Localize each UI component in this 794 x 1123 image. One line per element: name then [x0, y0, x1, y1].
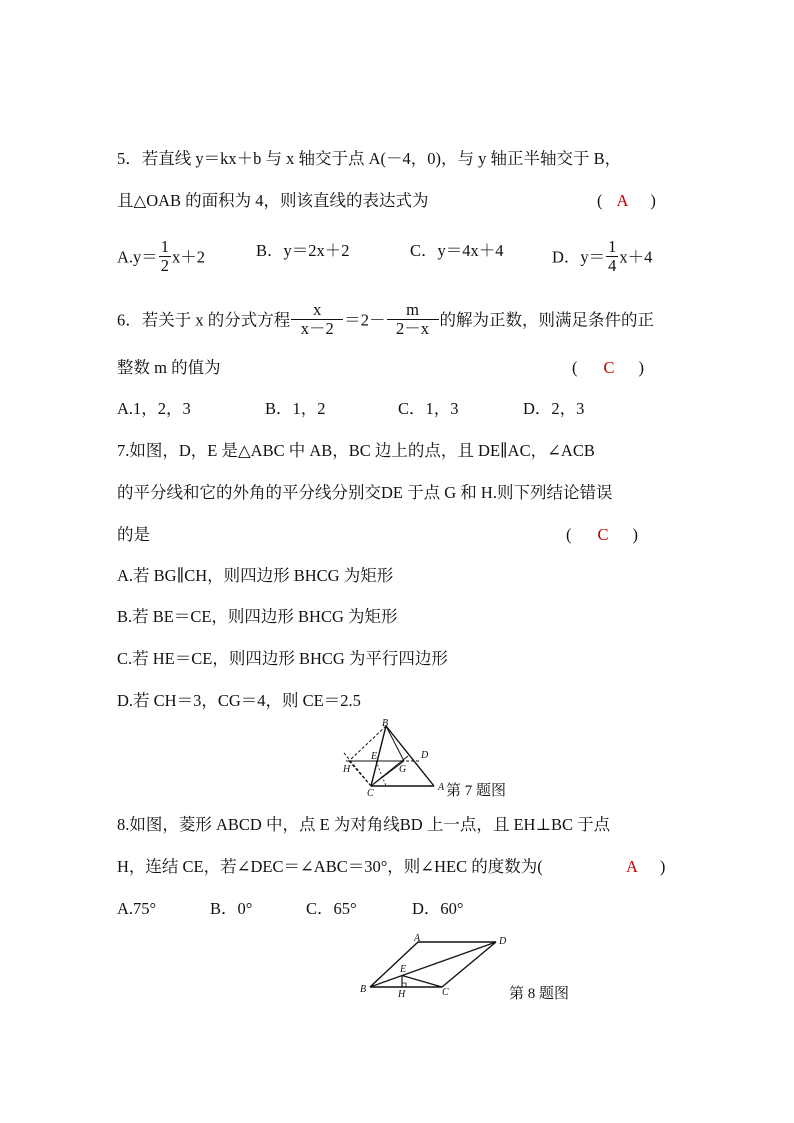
q7-option-a: A.若 BG∥CH，则四边形 BHCG 为矩形	[117, 566, 394, 585]
q8-option-d: D．60°	[412, 899, 464, 918]
q6-answer-slot: ( C )	[572, 358, 645, 377]
q6-line1: 6．若关于 x 的分式方程 $\frac{x}{x-2}$ ＝2－ $\frac{m}{2-x}$ 的解为正数，则满足条件的正	[117, 300, 654, 338]
q6-option-d: D．2，3	[523, 399, 585, 418]
q8-line1: 8.如图，菱形 ABCD 中，点 E 为对角线BD 上一点，且 EH⊥BC 于点	[117, 815, 611, 834]
q5-option-b: B．y＝2x＋2	[256, 241, 350, 260]
q5-answer-slot: ( A )	[597, 191, 656, 210]
q7-figure-caption: 第 7 题图	[446, 783, 507, 799]
q8-option-b: B．0°	[210, 899, 253, 918]
q7-label-g: G	[399, 764, 407, 775]
q8-label-b: B	[360, 984, 367, 995]
q7-option-c: C.若 HE＝CE，则四边形 BHCG 为平行四边形	[117, 649, 448, 668]
q7-label-a: A	[438, 782, 445, 793]
q8-option-c: C．65°	[306, 899, 357, 918]
q6-option-c: C．1，3	[398, 399, 459, 418]
q8-option-a: A.75°	[117, 899, 157, 918]
q8-figure	[356, 932, 516, 1002]
q7-option-b: B.若 BE＝CE，则四边形 BHCG 为矩形	[117, 607, 398, 626]
q7-line3: 的是	[117, 525, 150, 544]
q6-line2: 整数 m 的值为	[117, 358, 221, 377]
q8-label-h: H	[398, 989, 406, 1000]
q7-option-d: D.若 CH＝3，CG＝4，则 CE＝2.5	[117, 691, 361, 710]
q8-label-d: D	[499, 936, 507, 947]
q5-option-a: A.y＝ $\frac{1}{2}$ x＋2	[117, 237, 206, 275]
q8-label-c: C	[442, 987, 449, 998]
q7-label-d: D	[421, 750, 429, 761]
q8-figure-caption: 第 8 题图	[509, 986, 570, 1002]
q7-line2: 的平分线和它的外角的平分线分别交DE 于点 G 和 H.则下列结论错误	[117, 483, 613, 502]
q7-label-e: E	[371, 751, 378, 762]
q5-answer: A	[616, 191, 629, 210]
q5-option-d: D．y＝ $\frac{1}{4}$ x＋4	[552, 237, 653, 275]
q7-figure	[336, 716, 454, 798]
q6-option-b: B．1，2	[265, 399, 326, 418]
q7-label-b: B	[382, 718, 389, 729]
q8-answer: A	[626, 857, 638, 876]
q7-line1: 7.如图，D，E 是△ABC 中 AB，BC 边上的点，且 DE∥AC，∠ACB	[117, 441, 595, 460]
q8-line2: H，连结 CE，若∠DEC＝∠ABC＝30°，则∠HEC 的度数为(	[117, 857, 543, 876]
q7-answer: C	[597, 525, 609, 544]
q5-line2: 且△OAB 的面积为 4，则该直线的表达式为	[117, 191, 429, 210]
q8-label-e: E	[400, 964, 407, 975]
q7-label-c: C	[367, 788, 374, 798]
q7-answer-slot: ( C )	[566, 525, 639, 544]
q5-line1: 5．若直线 y＝kx＋b 与 x 轴交于点 A(－4，0)，与 y 轴正半轴交于 B，	[117, 149, 622, 168]
q7-label-h: H	[343, 764, 351, 775]
q6-option-a: A.1，2，3	[117, 399, 191, 418]
q5-option-c: C．y＝4x＋4	[410, 241, 504, 260]
q8-answer-slot: A )	[626, 857, 666, 876]
q8-label-a: A	[414, 933, 421, 944]
q6-answer: C	[603, 358, 615, 377]
